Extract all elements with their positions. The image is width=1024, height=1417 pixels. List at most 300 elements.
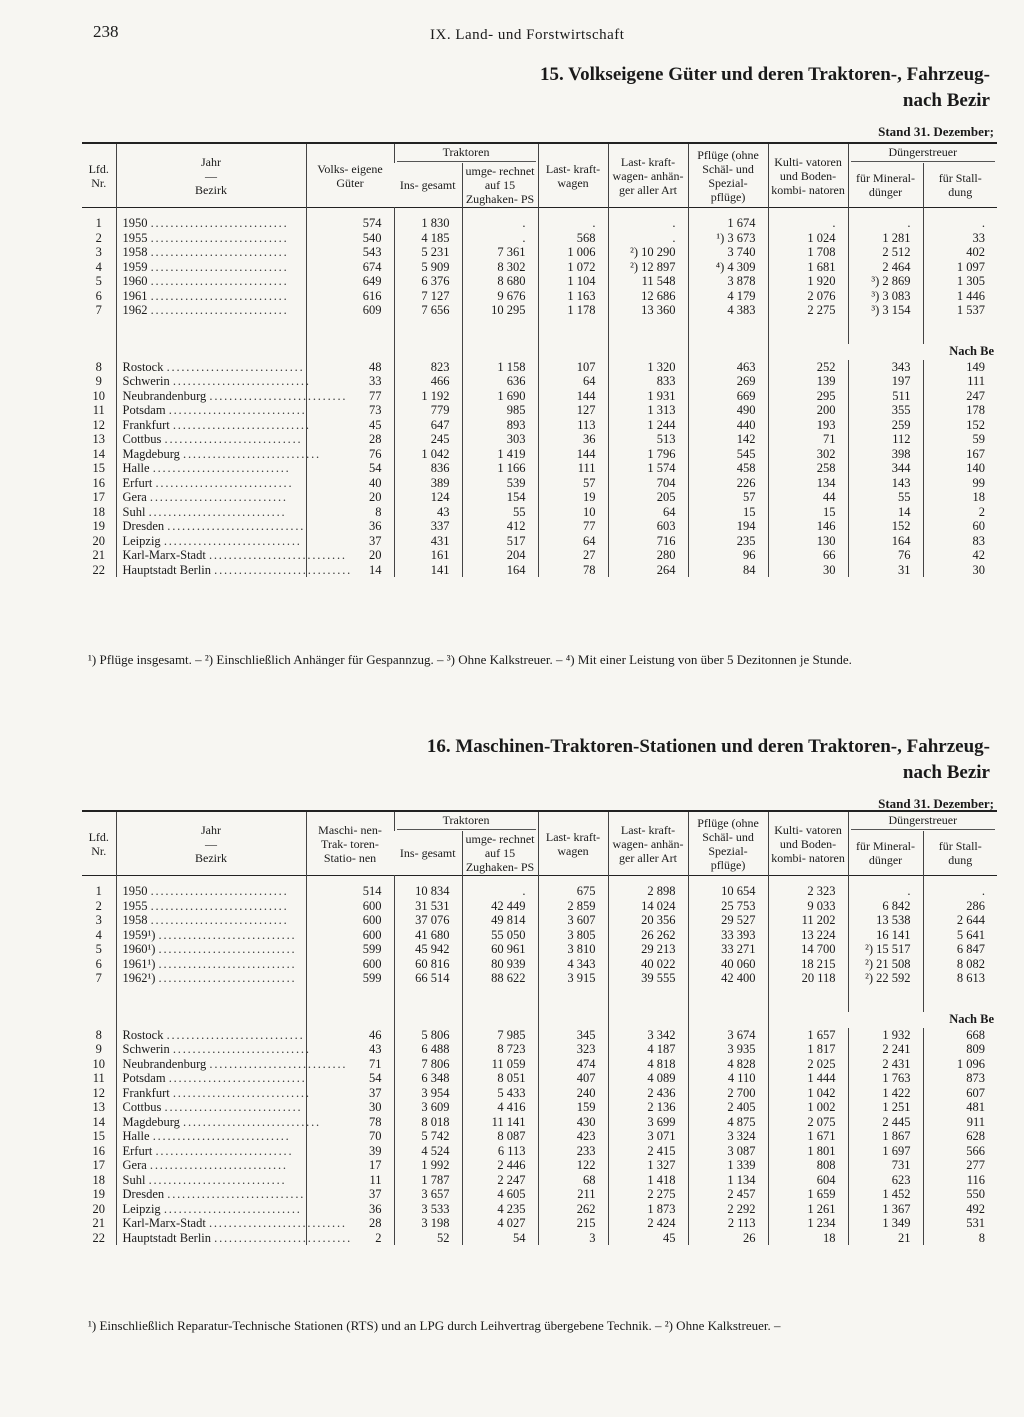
- row-number: 17: [92, 490, 105, 504]
- stall-cell: 1 096: [923, 1057, 997, 1072]
- count-cell: 70: [306, 1129, 394, 1144]
- pfluege-cell: 4 828: [688, 1057, 768, 1072]
- pfluege-cell: 10 654: [688, 876, 768, 899]
- anhaenger-cell: 280: [608, 548, 688, 563]
- lastkraftwagen-cell: 474: [538, 1057, 608, 1072]
- row-label-cell: [116, 1202, 306, 1217]
- leader-dots: ............................: [167, 519, 306, 533]
- pfluege-cell: 3 324: [688, 1129, 768, 1144]
- stall-cell: 30: [923, 563, 997, 578]
- lastkraftwagen-cell: 107: [538, 360, 608, 375]
- kultivatoren-cell: 146: [768, 519, 848, 534]
- count-cell: 71: [306, 1057, 394, 1072]
- nach-bezirken-label: Nach Be: [949, 1012, 995, 1027]
- row-number: 7: [95, 303, 102, 317]
- count-cell: 600: [306, 928, 394, 943]
- row-label: Cottbus: [122, 432, 162, 446]
- row-label: 1955: [122, 898, 148, 913]
- mineral-cell: 1 932: [848, 1028, 923, 1043]
- mineral-cell: 1 867: [848, 1129, 923, 1144]
- table-row: [82, 1144, 997, 1159]
- anhaenger-cell: ²) 12 897: [608, 260, 688, 275]
- pfluege-cell: ¹) 3 673: [688, 231, 768, 246]
- row-number: 9: [95, 1042, 102, 1056]
- pfluege-cell: 84: [688, 563, 768, 578]
- count-cell: 8: [306, 505, 394, 520]
- row-number: 1: [95, 884, 102, 898]
- nach-bezirken-row: [82, 1012, 997, 1028]
- kultivatoren-cell: 1 042: [768, 1086, 848, 1101]
- table-row: [82, 447, 997, 462]
- mineral-cell: 1 367: [848, 1202, 923, 1217]
- umgerechnet-cell: 55 050: [462, 928, 538, 943]
- row-label: Schwerin: [122, 374, 170, 388]
- row-label-cell: [116, 1085, 311, 1101]
- umgerechnet-cell: 4 027: [462, 1216, 538, 1231]
- insgesamt-cell: 6 348: [394, 1071, 462, 1086]
- row-label: Gera: [122, 1158, 147, 1172]
- count-cell: 78: [306, 1115, 394, 1130]
- leader-dots: ............................: [149, 1158, 288, 1172]
- count-cell: 28: [306, 1216, 394, 1231]
- row-number: 17: [92, 1158, 105, 1172]
- data-table: [82, 810, 997, 1245]
- stall-cell: 1 446: [923, 289, 997, 304]
- leader-dots: ............................: [166, 359, 305, 374]
- anhaenger-cell: 12 686: [608, 289, 688, 304]
- row-label-cell: [116, 534, 306, 549]
- kultivatoren-cell: 1 801: [768, 1144, 848, 1159]
- leader-dots: ............................: [150, 303, 289, 317]
- anhaenger-cell: .: [608, 231, 688, 246]
- lastkraftwagen-cell: 113: [538, 418, 608, 433]
- insgesamt-cell: 1 830: [394, 208, 462, 231]
- kultivatoren-cell: 2 075: [768, 1115, 848, 1130]
- header-stall: für Stall- dung: [923, 831, 997, 876]
- anhaenger-cell: 704: [608, 476, 688, 491]
- lastkraftwagen-cell: 262: [538, 1202, 608, 1217]
- mineral-cell: 1 251: [848, 1100, 923, 1115]
- mineral-cell: 398: [848, 447, 923, 462]
- table-row: [82, 899, 997, 914]
- header-pfluege: Pflüge (ohne Schäl- und Spezial- pflüge): [688, 143, 768, 208]
- row-label-cell: [116, 1129, 306, 1144]
- leader-dots: ............................: [163, 533, 302, 548]
- count-cell: 54: [306, 461, 394, 476]
- lastkraftwagen-cell: 1 163: [538, 289, 608, 304]
- row-number: 4: [95, 927, 102, 942]
- kultivatoren-cell: 1 444: [768, 1071, 848, 1086]
- umgerechnet-cell: 4 235: [462, 1202, 538, 1217]
- table-row: [82, 208, 997, 231]
- lastkraftwagen-cell: 1 072: [538, 260, 608, 275]
- count-cell: 36: [306, 1202, 394, 1217]
- pfluege-cell: 42 400: [688, 971, 768, 986]
- table-row: [82, 303, 997, 318]
- table-15-title-line1: 15. Volkseigene Güter und deren Traktoren-, Fahrzeug-: [539, 64, 990, 85]
- lastkraftwagen-cell: 1 178: [538, 303, 608, 318]
- nach-bezirken-row: [82, 344, 997, 360]
- kultivatoren-cell: 1 681: [768, 260, 848, 275]
- leader-dots: ............................: [168, 1071, 307, 1085]
- anhaenger-cell: 20 356: [608, 913, 688, 928]
- table-row: [82, 942, 997, 957]
- leader-dots: ............................: [150, 898, 289, 913]
- row-label: Dresden: [122, 1187, 165, 1201]
- mineral-cell: 259: [848, 418, 923, 433]
- count-cell: 14: [306, 563, 394, 578]
- lastkraftwagen-cell: 1 006: [538, 245, 608, 260]
- pfluege-cell: 33 393: [688, 928, 768, 943]
- insgesamt-cell: 141: [394, 563, 462, 578]
- row-number: 8: [95, 359, 102, 374]
- anhaenger-cell: 833: [608, 374, 688, 389]
- lastkraftwagen-cell: 57: [538, 476, 608, 491]
- row-label: 1950: [122, 884, 148, 898]
- stall-cell: 1 097: [923, 260, 997, 275]
- count-cell: 616: [306, 289, 394, 304]
- kultivatoren-cell: 66: [768, 548, 848, 563]
- mineral-cell: 55: [848, 490, 923, 505]
- anhaenger-cell: 205: [608, 490, 688, 505]
- row-label: 1960¹): [122, 942, 156, 956]
- row-number: 5: [95, 274, 102, 288]
- anhaenger-cell: 4 187: [608, 1042, 688, 1057]
- count-cell: 40: [306, 476, 394, 491]
- insgesamt-cell: 37 076: [394, 913, 462, 928]
- table-row: [82, 476, 997, 491]
- umgerechnet-cell: 60 961: [462, 942, 538, 957]
- table-row: [82, 1028, 997, 1043]
- header-pfluege: Pflüge (ohne Schäl- und Spezial- pflüge): [688, 811, 768, 876]
- anhaenger-cell: 264: [608, 563, 688, 578]
- umgerechnet-cell: 893: [462, 418, 538, 433]
- header-duengerstreuer: [848, 811, 997, 831]
- header-traktoren: [394, 811, 538, 831]
- mineral-cell: ²) 15 517: [848, 942, 923, 957]
- header-kultivatoren: Kulti- vatoren und Boden- kombi- natoren: [768, 811, 848, 876]
- lastkraftwagen-cell: 19: [538, 490, 608, 505]
- insgesamt-cell: 836: [394, 461, 462, 476]
- lastkraftwagen-cell: 68: [538, 1173, 608, 1188]
- row-number: 21: [92, 548, 105, 562]
- mineral-cell: 1 452: [848, 1187, 923, 1202]
- lastkraftwagen-cell: 144: [538, 447, 608, 462]
- count-cell: 36: [306, 519, 394, 534]
- insgesamt-cell: 124: [394, 490, 462, 505]
- lastkraftwagen-cell: 4 343: [538, 957, 608, 972]
- table-row: [82, 534, 997, 549]
- row-label: Karl-Marx-Stadt: [122, 1216, 206, 1230]
- row-number: 21: [92, 1216, 105, 1230]
- row-number: 14: [92, 1114, 105, 1129]
- leader-dots: ............................: [163, 1201, 302, 1216]
- row-number: 2: [95, 230, 102, 245]
- count-cell: 73: [306, 403, 394, 418]
- lastkraftwagen-cell: 3: [538, 1231, 608, 1246]
- umgerechnet-cell: 2 446: [462, 1158, 538, 1173]
- table-row: [82, 1158, 997, 1173]
- table-16-stand: Stand 31. Dezember;: [878, 796, 994, 811]
- mineral-cell: 2 431: [848, 1057, 923, 1072]
- umgerechnet-cell: 42 449: [462, 899, 538, 914]
- row-label: Hauptstadt Berlin: [122, 562, 212, 577]
- leader-dots: ............................: [168, 403, 307, 417]
- pfluege-cell: 3 740: [688, 245, 768, 260]
- lastkraftwagen-cell: 675: [538, 876, 608, 899]
- anhaenger-cell: 1 327: [608, 1158, 688, 1173]
- row-label: Leipzig: [122, 1201, 161, 1216]
- lastkraftwagen-cell: 64: [538, 534, 608, 549]
- row-label: Halle: [122, 1129, 150, 1143]
- pfluege-cell: 2 405: [688, 1100, 768, 1115]
- stall-cell: 59: [923, 432, 997, 447]
- umgerechnet-cell: 11 141: [462, 1115, 538, 1130]
- count-cell: 76: [306, 447, 394, 462]
- kultivatoren-cell: 1 657: [768, 1028, 848, 1043]
- umgerechnet-cell: 1 419: [462, 447, 538, 462]
- leader-dots: ............................: [208, 548, 347, 562]
- mineral-cell: .: [848, 208, 923, 231]
- count-cell: 20: [306, 490, 394, 505]
- table-16-footnote: ¹) Einschließlich Reparatur-Technische Stationen (RTS) und an LPG durch Leihvertrag übergebene Technik. – ²) Ohne Kalkstreuer. –: [88, 1318, 781, 1333]
- row-label: 1958: [122, 245, 148, 259]
- row-label: Magdeburg: [122, 446, 180, 461]
- row-label: Frankfurt: [122, 1085, 170, 1100]
- insgesamt-cell: 31 531: [394, 899, 462, 914]
- pfluege-cell: 4 110: [688, 1071, 768, 1086]
- row-label-cell: [116, 245, 306, 260]
- count-cell: 37: [306, 1187, 394, 1202]
- leader-dots: ............................: [164, 1100, 303, 1114]
- umgerechnet-cell: 54: [462, 1231, 538, 1246]
- kultivatoren-cell: 1 920: [768, 274, 848, 289]
- pfluege-cell: 25 753: [688, 899, 768, 914]
- stall-cell: 492: [923, 1202, 997, 1217]
- lastkraftwagen-cell: 159: [538, 1100, 608, 1115]
- anhaenger-cell: 39 555: [608, 971, 688, 986]
- row-label: Halle: [122, 461, 150, 475]
- mineral-cell: ³) 3 154: [848, 303, 923, 318]
- header-anhaenger: Last- kraft- wagen- anhän- ger aller Art: [608, 143, 688, 208]
- table-16-title-line1: 16. Maschinen-Traktoren-Stationen und deren Traktoren-, Fahrzeug-: [426, 736, 990, 757]
- mineral-cell: 355: [848, 403, 923, 418]
- mineral-cell: ³) 2 869: [848, 274, 923, 289]
- count-cell: 674: [306, 260, 394, 275]
- stall-cell: 481: [923, 1100, 997, 1115]
- umgerechnet-cell: 985: [462, 403, 538, 418]
- lastkraftwagen-cell: 27: [538, 548, 608, 563]
- stall-cell: 809: [923, 1042, 997, 1057]
- row-label-cell: [116, 1158, 306, 1173]
- pfluege-cell: 3 935: [688, 1042, 768, 1057]
- header-duengerstreuer-label: Düngerstreuer: [851, 813, 996, 830]
- stall-cell: 566: [923, 1144, 997, 1159]
- pfluege-cell: 2 292: [688, 1202, 768, 1217]
- stall-cell: 8 613: [923, 971, 997, 986]
- leader-dots: ............................: [158, 927, 297, 942]
- row-label-cell: [116, 971, 306, 986]
- row-label: Schwerin: [122, 1042, 170, 1056]
- anhaenger-cell: 64: [608, 505, 688, 520]
- insgesamt-cell: 779: [394, 403, 462, 418]
- kultivatoren-cell: .: [768, 208, 848, 231]
- leader-dots: ............................: [214, 562, 353, 577]
- count-cell: 514: [306, 876, 394, 899]
- leader-dots: ............................: [150, 259, 289, 274]
- leader-dots: ............................: [172, 1085, 311, 1100]
- insgesamt-cell: 6 376: [394, 274, 462, 289]
- count-cell: 574: [306, 208, 394, 231]
- table-row: [82, 971, 997, 986]
- mineral-cell: 16 141: [848, 928, 923, 943]
- leader-dots: ............................: [183, 1114, 321, 1129]
- row-label-cell: [116, 899, 306, 914]
- lastkraftwagen-cell: 10: [538, 505, 608, 520]
- stall-cell: 607: [923, 1086, 997, 1101]
- lastkraftwagen-cell: 36: [538, 432, 608, 447]
- umgerechnet-cell: 154: [462, 490, 538, 505]
- row-number: 13: [92, 1100, 105, 1114]
- table-row: [82, 360, 997, 375]
- stall-cell: 99: [923, 476, 997, 491]
- pfluege-cell: 15: [688, 505, 768, 520]
- row-number: 7: [95, 971, 102, 985]
- anhaenger-cell: 45: [608, 1231, 688, 1246]
- mineral-cell: 31: [848, 563, 923, 578]
- header-traktoren-label: Traktoren: [397, 145, 536, 162]
- stall-cell: 60: [923, 519, 997, 534]
- umgerechnet-cell: 539: [462, 476, 538, 491]
- umgerechnet-cell: 1 166: [462, 461, 538, 476]
- insgesamt-cell: 389: [394, 476, 462, 491]
- header-mineral: für Mineral- dünger: [848, 831, 923, 876]
- stall-cell: 247: [923, 389, 997, 404]
- stall-cell: 33: [923, 231, 997, 246]
- mineral-cell: 2 464: [848, 260, 923, 275]
- anhaenger-cell: 3 071: [608, 1129, 688, 1144]
- stall-cell: 149: [923, 360, 997, 375]
- row-label-cell: [116, 928, 306, 943]
- row-label-cell: [116, 876, 306, 899]
- row-label-cell: [116, 1100, 306, 1115]
- mineral-cell: 76: [848, 548, 923, 563]
- count-cell: 48: [306, 360, 394, 375]
- mineral-cell: ³) 3 083: [848, 289, 923, 304]
- pfluege-cell: 1 134: [688, 1173, 768, 1188]
- pfluege-cell: 96: [688, 548, 768, 563]
- umgerechnet-cell: 9 676: [462, 289, 538, 304]
- row-label-cell: [116, 1144, 306, 1159]
- pfluege-cell: 4 383: [688, 303, 768, 318]
- count-cell: 39: [306, 1144, 394, 1159]
- count-cell: 37: [306, 534, 394, 549]
- pfluege-cell: 490: [688, 403, 768, 418]
- leader-dots: ............................: [209, 1056, 348, 1071]
- count-cell: 30: [306, 1100, 394, 1115]
- row-label-cell: [116, 913, 306, 928]
- insgesamt-cell: 1 192: [394, 389, 462, 404]
- page-number: 238: [93, 22, 119, 41]
- stall-cell: 18: [923, 490, 997, 505]
- row-number: 19: [92, 519, 105, 533]
- insgesamt-cell: 245: [394, 432, 462, 447]
- stall-cell: .: [923, 208, 997, 231]
- kultivatoren-cell: 18: [768, 1231, 848, 1246]
- lastkraftwagen-cell: 3 607: [538, 913, 608, 928]
- lastkraftwagen-cell: 323: [538, 1042, 608, 1057]
- row-label-cell: [116, 231, 306, 246]
- umgerechnet-cell: 49 814: [462, 913, 538, 928]
- row-label-cell: [116, 1216, 347, 1231]
- header-jahr-bezirk: [116, 811, 306, 876]
- leader-dots: ............................: [150, 274, 289, 288]
- row-label-cell: [116, 505, 306, 520]
- stall-cell: 6 847: [923, 942, 997, 957]
- header-lastkraftwagen: Last- kraft- wagen: [538, 811, 608, 876]
- umgerechnet-cell: 8 087: [462, 1129, 538, 1144]
- insgesamt-cell: 5 909: [394, 260, 462, 275]
- table-row: [82, 403, 997, 418]
- insgesamt-cell: 6 488: [394, 1042, 462, 1057]
- anhaenger-cell: 2 136: [608, 1100, 688, 1115]
- lastkraftwagen-cell: 78: [538, 563, 608, 578]
- pfluege-cell: 235: [688, 534, 768, 549]
- table-15-title-line2: nach Bezir: [902, 90, 990, 111]
- header-jahr: Jahr: [201, 822, 221, 837]
- kultivatoren-cell: 258: [768, 461, 848, 476]
- kultivatoren-cell: 1 817: [768, 1042, 848, 1057]
- row-label: Gera: [122, 490, 147, 504]
- header-stall: für Stall- dung: [923, 163, 997, 208]
- leader-dots: ............................: [158, 942, 297, 956]
- leader-dots: ............................: [150, 216, 289, 230]
- leader-dots: ............................: [150, 288, 289, 303]
- header-count: Volks- eigene Güter: [306, 143, 394, 208]
- row-label: Neubrandenburg: [122, 388, 207, 403]
- insgesamt-cell: 823: [394, 360, 462, 375]
- insgesamt-cell: 5 742: [394, 1129, 462, 1144]
- row-number: 16: [92, 1143, 105, 1158]
- pfluege-cell: 26: [688, 1231, 768, 1246]
- anhaenger-cell: 2 415: [608, 1144, 688, 1159]
- kultivatoren-cell: 11 202: [768, 913, 848, 928]
- lastkraftwagen-cell: 2 859: [538, 899, 608, 914]
- insgesamt-cell: 3 657: [394, 1187, 462, 1202]
- stall-cell: 116: [923, 1173, 997, 1188]
- table-row: [82, 913, 997, 928]
- table-15-footnote: ¹) Pflüge insgesamt. – ²) Einschließlich Anhänger für Gespannzug. – ³) Ohne Kalkstreuer. – ⁴) Mit einer Leistung von über 5 Dezitonnen je Stunde.: [88, 652, 852, 667]
- leader-dots: ............................: [158, 971, 297, 985]
- row-number: 13: [92, 432, 105, 446]
- header-bezirk: Bezirk: [195, 182, 227, 197]
- leader-dots: ............................: [150, 245, 289, 259]
- kultivatoren-cell: 302: [768, 447, 848, 462]
- row-label: Cottbus: [122, 1100, 162, 1114]
- table-row: [82, 1071, 997, 1086]
- insgesamt-cell: 4 185: [394, 231, 462, 246]
- leader-dots: ............................: [172, 1042, 311, 1056]
- umgerechnet-cell: 412: [462, 519, 538, 534]
- leader-dots: ............................: [149, 490, 288, 504]
- insgesamt-cell: 3 198: [394, 1216, 462, 1231]
- pfluege-cell: 142: [688, 432, 768, 447]
- insgesamt-cell: 10 834: [394, 876, 462, 899]
- table-row: [82, 563, 997, 578]
- kultivatoren-cell: 130: [768, 534, 848, 549]
- row-number: 10: [92, 1056, 105, 1071]
- leader-dots: ............................: [150, 884, 289, 898]
